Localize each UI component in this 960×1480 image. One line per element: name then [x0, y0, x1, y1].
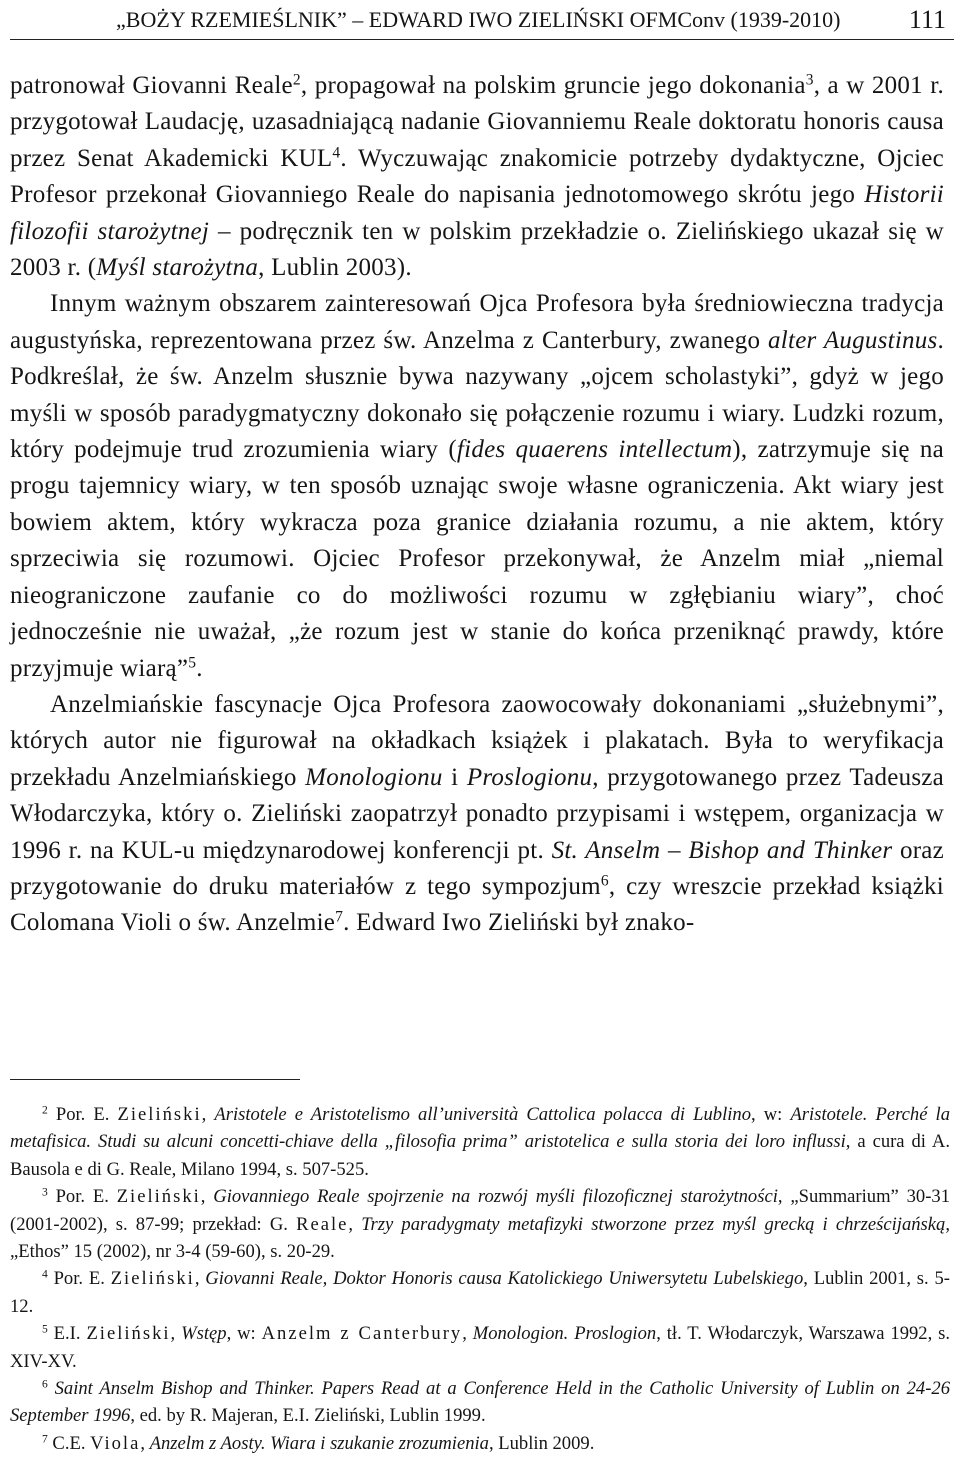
footnote-rule: [10, 1079, 300, 1080]
running-header: [116, 0, 946, 40]
footnote-ref-2: 2: [292, 71, 301, 89]
footnote-ref-7: 7: [335, 908, 344, 926]
footnote-5: $^5$ E.I. Zieliński, Wstęp, w: Anzelm z Canterbury, Monologion. Proslogion, tł. T. Włodarczyk, Warszawa 1992, s. XIV-XV.: [10, 1323, 951, 1372]
page-number: 111: [908, 5, 946, 34]
paragraph-1: patronował Giovanni Reale$^2$, propagował na polskim gruncie jego dokonania$^3$, a w 2001 r. przygotował Laudację, uzasadniającą nadanie Giovanniemu Reale doktoratu honoris causa przez Senat Akademicki KUL$^4$. Wyczuwając znakomicie potrzeby dydaktyczne, Ojciec Profesor przekonał Giovanniego Reale do napisania jednotomowego skrótu jego Historii filozofii starożytnej – podręcznik ten w polskim przekładzie o. Zielińskiego ukazał się w 2003 r. (Myśl starożytna, Lublin 2003).: [10, 71, 945, 282]
paragraph-2: Innym ważnym obszarem zainteresowań Ojca Profesora była średniowieczna tradycja augustyńska, reprezentowana przez św. Anzelma z Canterbury, zwanego alter Augustinus. Podkreślał, że św. Anzelm słusznie bywa nazywany „ojcem scholastyki”, gdyż w jego myśli w sposób paradygmatyczny dokonało się połączenie rozumu i wiary. Ludzki rozum, który podejmuje trud zrozumienia wiary (fides quaerens intellectum), zatrzymuje się na progu tajemnicy wiary, w ten sposób uznając swoje własne ograniczenia. Akt wiary jest bowiem aktem, który wykracza poza granice działania rozumu, a nie aktem, który sprzeciwia się rozumowi. Ojciec Profesor przekonywał, że Anzelm miał „niemal nieograniczone zaufanie co do możliwości rozumu w zgłębianiu wiary”, choć jednocześnie nie uważał, „że rozum jest w stanie do końca przeniknąć prawdy, które przyjmuje wiarą”$^5$.: [10, 290, 945, 682]
footnote-6: $^6$ Saint Anselm Bishop and Thinker. Papers Read at a Conference Held in the Catholic University of Lublin on 24-26 September 1996, ed. by R. Majeran, E.I. Zieliński, Lublin 1999.: [10, 1378, 950, 1427]
running-title: „BOŻY RZEMIEŚLNIK” – EDWARD IWO ZIELIŃSKI OFMConv (1939-2010): [116, 7, 841, 32]
header-rule: [10, 39, 954, 40]
footnote-4: $^4$ Por. E. Zieliński, Giovanni Reale, Doktor Honoris causa Katolickiego Uniwersytetu Lubelskiego, Lublin 2001, s. 5-12.: [10, 1268, 950, 1317]
footnote-ref-5: 5: [188, 653, 197, 671]
footnotes: [10, 1101, 950, 1457]
footnote-3: $^3$ Por. E. Zieliński, Giovanniego Reale spojrzenie na rozwój myśli filozoficznej starożytności, „Summarium” 30-31 (2001-2002), s. 87-99; przekład: G. Reale, Trzy paradygmaty metafizyki stworzone przez myśl grecką i chrześcijańską, „Ethos” 15 (2002), nr 3-4 (59-60), s. 20-29.: [10, 1186, 950, 1263]
footnote-7: $^7$ C.E. Viola, Anzelm z Aosty. Wiara i szukanie zrozumienia, Lublin 2009.: [42, 1432, 595, 1454]
footnote-ref-4: 4: [332, 144, 341, 162]
footnote-ref-6: 6: [600, 872, 609, 890]
footnote-2: $^2$ Por. E. Zieliński, Aristotele e Aristotelismo all’università Cattolica polacca di Lublino, w: Aristotele. Perché la metafisica. Studi su alcuni concetti-chiave della „filosofia prima” aristotelica e sulla storia dei loro influssi, a cura di A. Bausola e di G. Reale, Milano 1994, s. 507-525.: [10, 1104, 951, 1180]
main-text: [10, 68, 944, 942]
paragraph-3: Anzelmiańskie fascynacje Ojca Profesora zaowocowały dokonaniami „służebnymi”, których autor nie figurował na okładkach książek i plakatach. Była to weryfikacja przekładu Anzelmiańskiego Monologionu i Proslogionu, przygotowanego przez Tadeusza Włodarczyka, który o. Zieliński zaopatrzył ponadto przypisami i wstępem, organizacja w 1996 r. na KUL-u międzynarodowej konferencji pt. St. Anselm – Bishop and Thinker oraz przygotowanie do druku materiałów z tego sympozjum$^6$, czy wreszcie przekład książki Colomana Violi o św. Anzelmie$^7$. Edward Iwo Zieliński był znako-: [10, 690, 944, 937]
footnote-ref-3: 3: [805, 71, 814, 89]
